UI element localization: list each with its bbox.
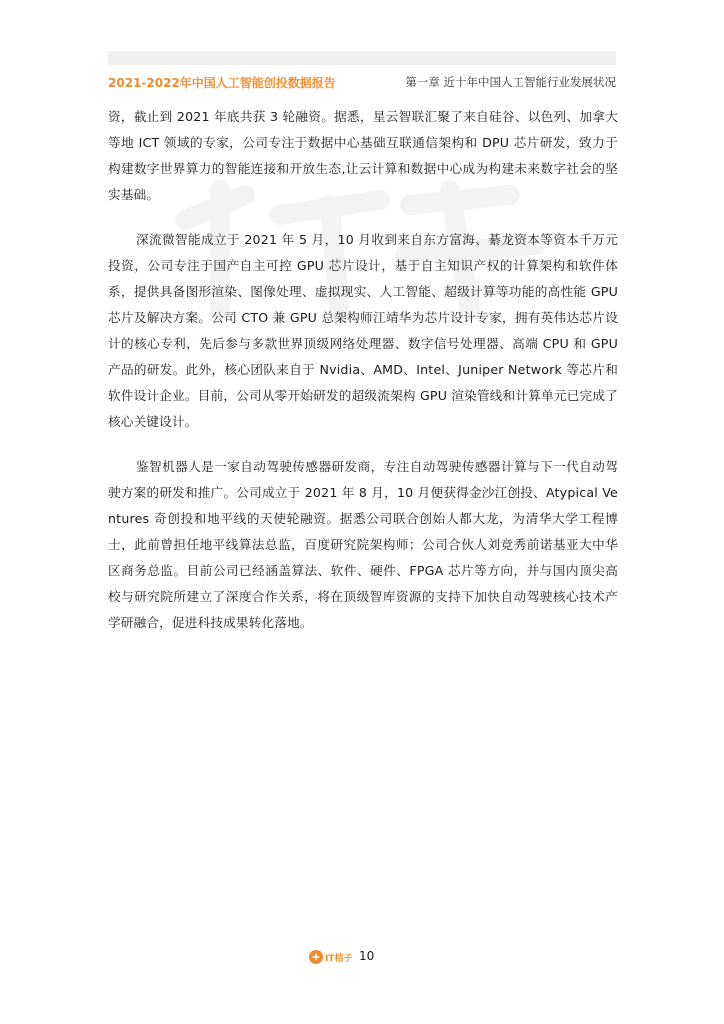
paragraph-1: 资，截止到 2021 年底共获 3 轮融资。据悉，星云智联汇聚了来自硅谷、以色列、加拿大等地 ICT 领域的专家，公司专注于数据中心基础互联通信架构和 DPU 芯片研发，致力于构建数字世界算力的智能连接和开放生态,让云计算和数据中心成为构建未来数字社会的坚实基础。: [108, 109, 618, 202]
page-header: [108, 72, 616, 92]
paragraph-3: 鉴智机器人是一家自动驾驶传感器研发商，专注自动驾驶传感器计算与下一代自动驾驶方案的研发和推广。公司成立于 2021 年 8 月，10 月便获得金沙江创投、Atypical Ventures 奇创投和地平线的天使轮融资。据悉公司联合创始人都大龙，为清华大学工程博士，此前曾担任地平线算法总监，百度研究院架构师；公司合伙人刘竞秀前诺基亚大中华区商务总监。目前公司已经涵盖算法、软件、硬件、FPGA 芯片等方向，并与国内顶尖高校与研究院所建立了深度合作关系，将在顶级智库资源的支持下加快自动驾驶核心技术产学研融合，促进科技成果转化落地。: [108, 459, 618, 630]
page-number: 10: [359, 949, 375, 963]
chapter-title: 第一章 近十年中国人工智能行业发展状况: [405, 75, 616, 89]
paragraph-2: 深流微智能成立于 2021 年 5 月，10 月收到来自东方富海、綦龙资本等资本千万元投资，公司专注于国产自主可控 GPU 芯片设计，基于自主知识产权的计算架构和软件体系，提供具备图形渲染、图像处理、虚拟现实、人工智能、超级计算等功能的高性能 GPU 芯片及解决方案。公司 CTO 兼 GPU 总架构师江靖华为芯片设计专家，拥有英伟达芯片设计的核心专利，先后参与多款世界顶级网络处理器、数字信号处理器、高端 CPU 和 GPU 产品的研发。此外，核心团队来自于 Nvidia、AMD、Intel、Juniper Network 等芯片和软件设计企业。目前，公司从零开始研发的超级流架构 GPU 渲染管线和计算单元已完成了核心关键设计。: [108, 232, 618, 429]
itjuzi-logo: [309, 949, 357, 965]
logo-text: IT桔子: [325, 954, 353, 964]
page-footer: [0, 948, 724, 968]
report-title: 2021-2022年中国人工智能创投数据报告: [108, 76, 336, 90]
header-band: [108, 51, 616, 65]
article-body: [108, 104, 618, 655]
